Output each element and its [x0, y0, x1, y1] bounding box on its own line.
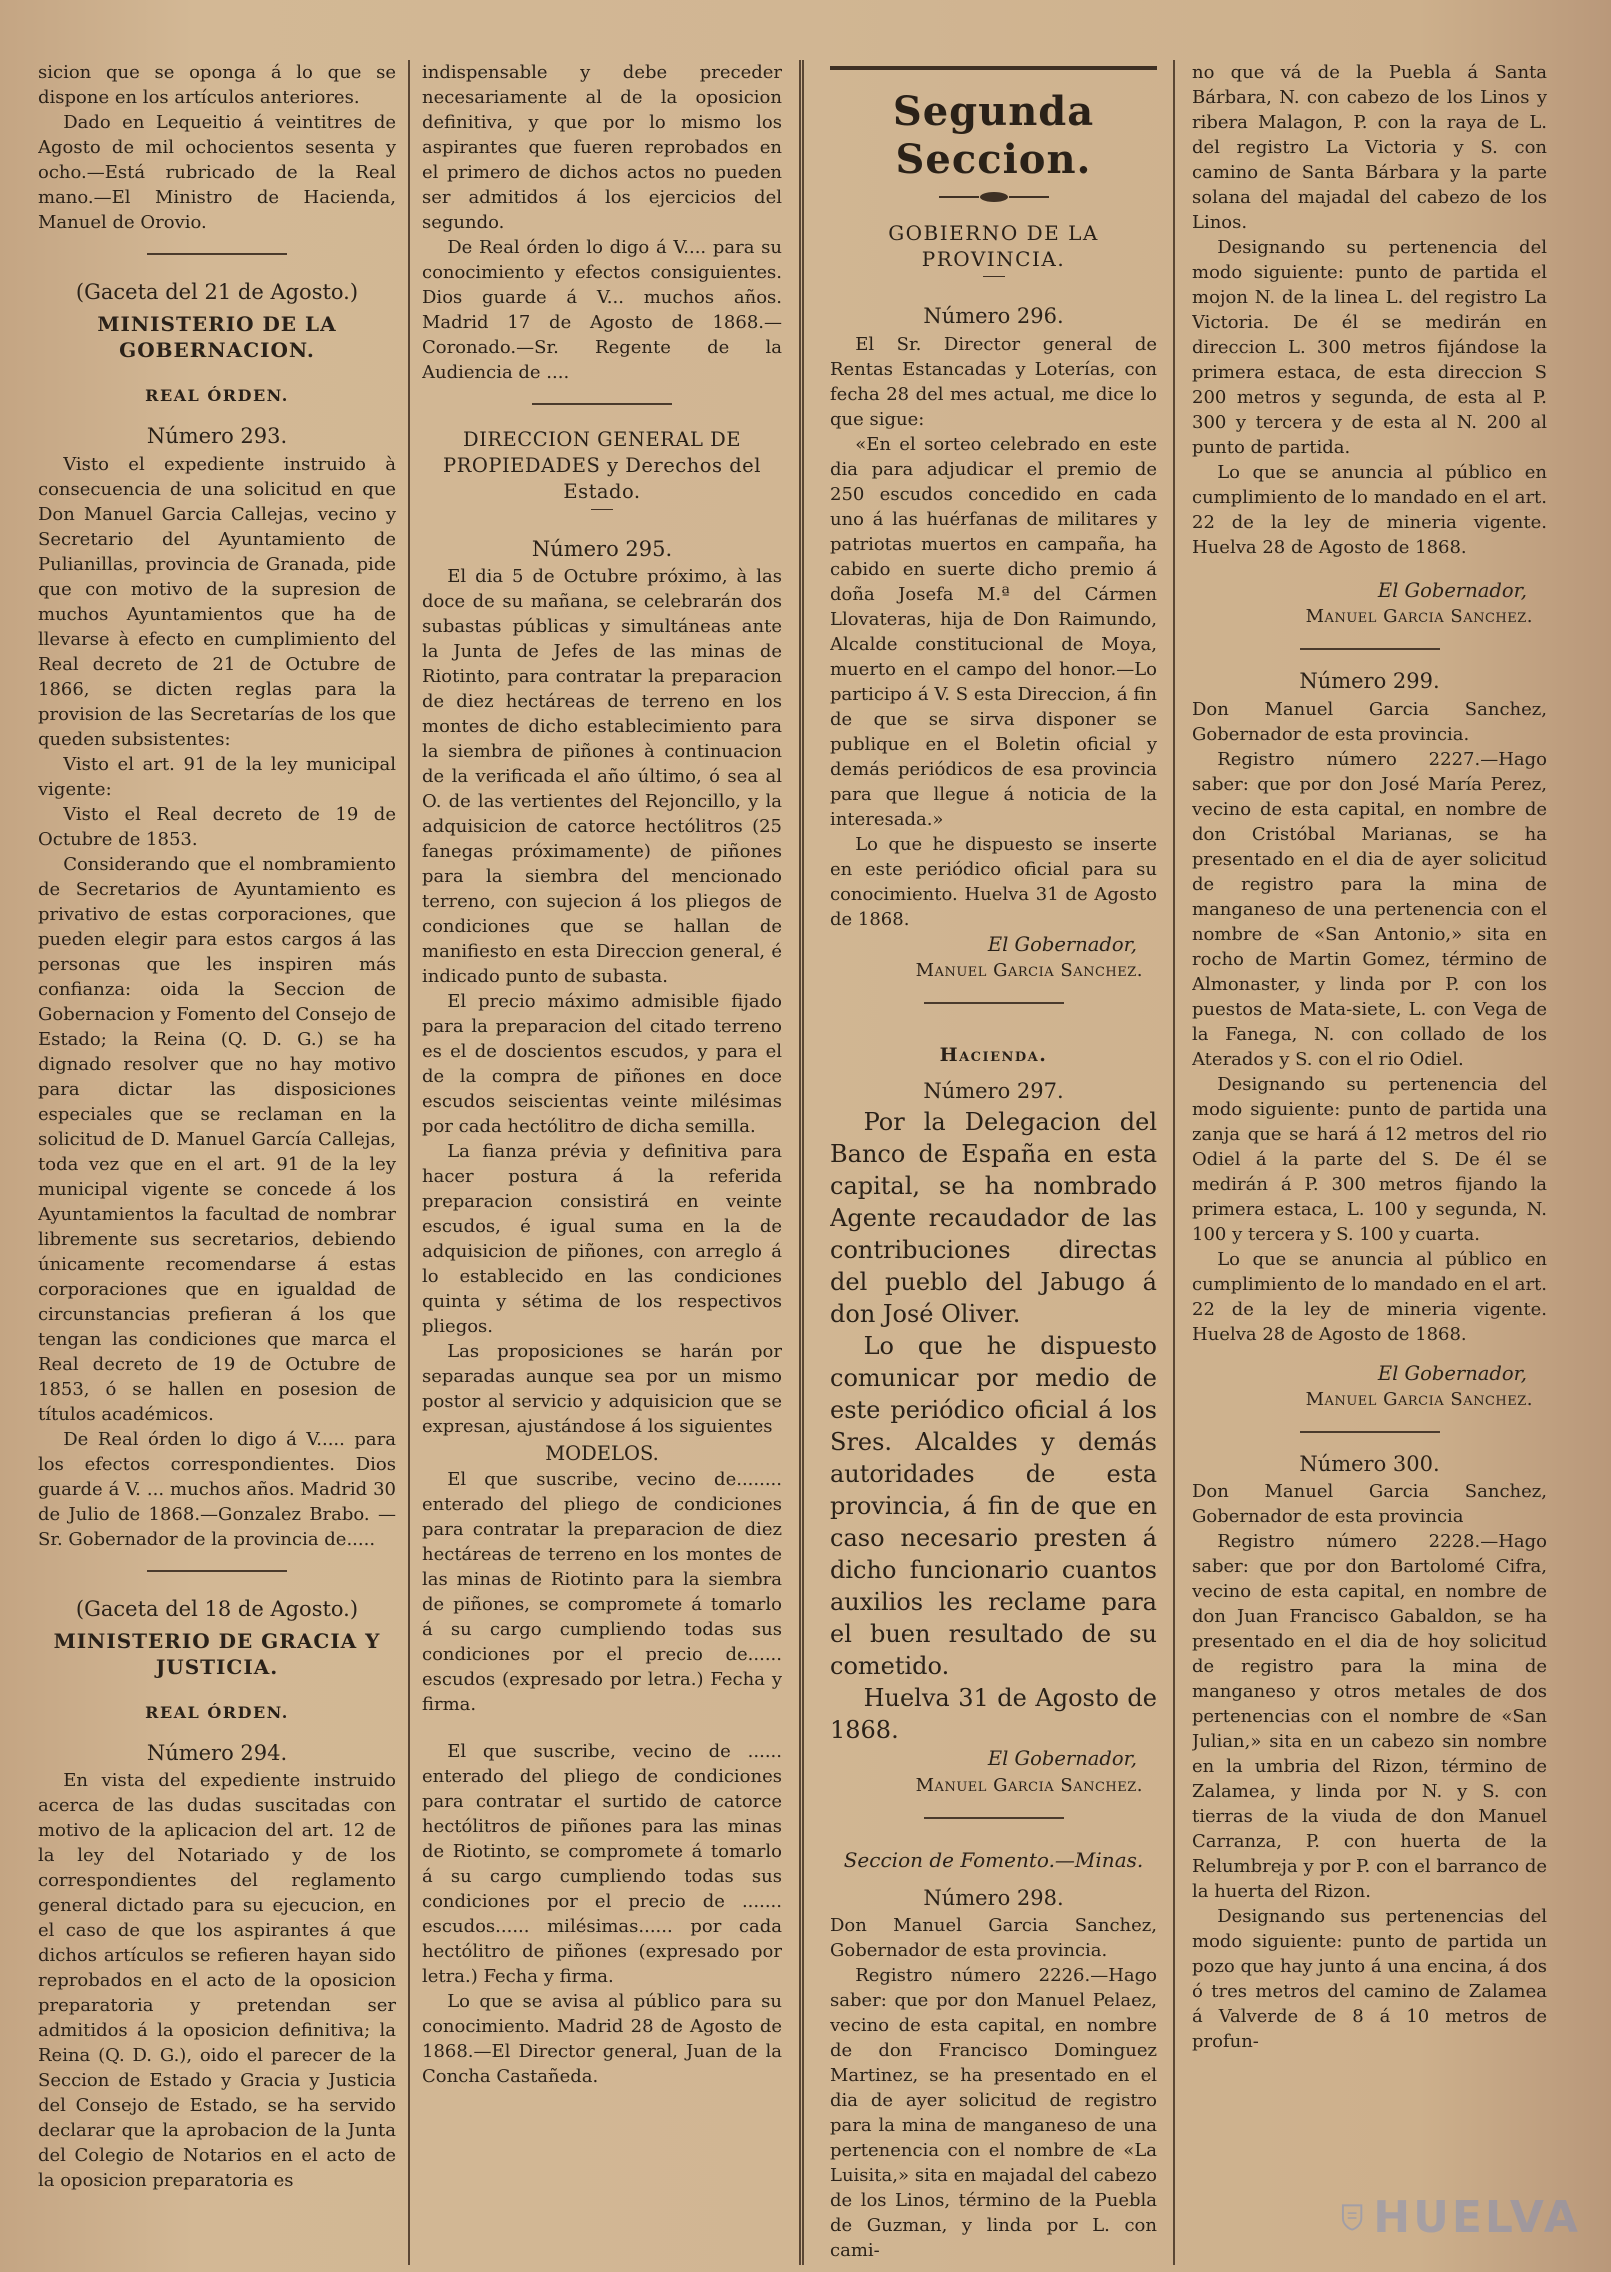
signature-name: Manuel Garcia Sanchez. [1305, 606, 1533, 628]
top-rule [830, 66, 1157, 70]
paragraph: En vista del expediente instruido acerca de las dudas suscitadas con motivo de la aplicacion del art. 12 de la ley del Notariado y de los correspondientes del reglamento general dictado para su ejecucion, en el caso de que los aspirantes á que dichos artículos se refieren hayan sido reprobados en el acto de la oposicion preparatoria y pretendan ser admitidos á la oposicion definitiva; la Reina (Q. D. G.), oido el parecer de la Seccion de Estado y Gracia y Justicia del Consejo de Estado, se ha servido declarar que la aprobacion de la Junta del Colegio de Notarios en el acto de la oposicion preparatoria es [38, 1770, 396, 2192]
section-title: Segunda Seccion. [892, 88, 1095, 183]
ministry-heading: MINISTERIO DE GRACIA Y JUSTICIA. [53, 1628, 381, 1679]
fomento-heading: Seccion de Fomento.—Minas. [843, 1847, 1144, 1872]
paragraph: El que suscribe, vecino de........ enterado del pliego de condiciones para contratar la preparacion de diez hectáreas de terreno en los montes de las minas de Riotinto para la siembra de piñones, se compromete á tomarlo á su cargo cumpliendo todas sus condiciones por el precio de...... escudos (expresado por letra.) Fecha y firma. [422, 1469, 782, 1716]
separator [983, 276, 1005, 277]
paragraph: Las proposiciones se harán por separadas aunque sea por un mismo postor al servicio y adquisicion que se expresan, ajustándose á los siguientes [422, 1341, 782, 1438]
paragraph: Visto el art. 91 de la ley municipal vigente: [38, 753, 396, 800]
number-293-heading: Número 293. [146, 424, 288, 449]
paragraph: Lo que se anuncia al público en cumplimiento de lo mandado en el art. 22 de la ley de mineria vigente. Huelva 28 de Agosto de 1868. [1192, 1248, 1547, 1345]
signature-name: Manuel Garcia Sanchez. [915, 1774, 1143, 1796]
paragraph: Lo que he dispuesto se inserte en este periódico oficial para su conocimiento. Huelva 31 de Agosto de 1868. [830, 833, 1157, 930]
signature-title: El Gobernador, [987, 932, 1137, 956]
column-rule-2 [799, 60, 804, 2265]
decree-closing: Dado en Lequeitio á veintitres de Agosto de mil ochocientos sesenta y ocho.—Está rubricado de la Real mano.—El Ministro de Hacienda, Manuel de Orovio. [38, 112, 396, 233]
gaceta-heading: (Gaceta del 21 de Agosto.) [75, 280, 359, 304]
paragraph: El precio máximo admisible fijado para la preparacion del citado terreno es el de doscientos escudos, y para el de la compra de piñones en doce escudos seiscientas veinte milésimas por cada hectólitro de dicha semilla. [422, 991, 782, 1138]
paragraph: De Real órden lo digo á V..... para los efectos correspondientes. Dios guarde á V. ... muchos años. Madrid 30 de Julio de 1868.—Gonzalez Brabo. —Sr. Gobernador de la provincia de..... [38, 1428, 396, 1550]
column-rule-3 [1173, 60, 1175, 2265]
separator [147, 1570, 287, 1572]
real-orden-heading: REAL ÓRDEN. [145, 386, 289, 406]
watermark-text: HUELVA [1373, 2191, 1581, 2243]
number-294-heading: Número 294. [146, 1741, 288, 1766]
paragraph: El Sr. Director general de Rentas Estancadas y Loterías, con fecha 28 del mes actual, me dice lo que sigue: [830, 333, 1157, 430]
paragraph: «En el sorteo celebrado en este dia para adjudicar el premio de 250 escudos concedido en cada uno á las huérfanas de militares y patriotas muertos en campaña, ha cabido en suerte dicho premio á doña Josefa M.ª del Cármen Llovateras, hija de Don Raimundo, Alcalde constitucional de Moya, muerto en el campo del honor.—Lo participo á V. S esta Direccion, á fin de que se sirva disponer se publique en el Boletin oficial y demás periódicos de esa provincia para que llegue á noticia de la interesada.» [830, 433, 1157, 830]
huelva-watermark [1341, 2184, 1581, 2250]
paragraph: Designando sus pertenencias del modo siguiente: punto de partida un pozo que hay junto á una encina, á dos ó tres metros del camino de Zalamea á Valverde de 8 á 10 metros de profun- [1192, 1906, 1547, 2053]
signature-title: El Gobernador, [1377, 1361, 1527, 1385]
real-orden-heading: REAL ÓRDEN. [145, 1702, 289, 1722]
paragraph: Registro número 2227.—Hago saber: que por don José María Perez, vecino de esta capital, en nombre de don Cristóbal Marianas, se ha presentado en el dia de ayer solicitud de registro para la mina de manganeso de una pertenencia con el nombre de «San Antonio,» sita en rocho de Martin Gomez, término de Almonaster, y linda por P. con los puestos de Mata-siete, L. con Vega de la Fanega, N. con collado de los Aterados y S. con el rio Odiel. [1192, 748, 1547, 1070]
paragraph: Por la Delegacion del Banco de España en esta capital, se ha nombrado Agente recaudador de las contribuciones directas del pueblo del Jabugo á don José Oliver. [830, 1108, 1157, 1329]
separator [591, 509, 613, 510]
paragraph: Lo que se avisa al público para su conocimiento. Madrid 28 de Agosto de 1868.—El Director general, Juan de la Concha Castañeda. [422, 1991, 782, 2088]
separator [924, 1817, 1064, 1819]
hacienda-heading: Hacienda. [939, 1044, 1048, 1067]
number-299-heading: Número 299. [1299, 669, 1440, 694]
paragraph: Considerando que el nombramiento de Secretarios de Ayuntamiento es privativo de estas corporaciones, que pueden elegir para estos cargos á las personas que les inspiren más confianza: oida la Seccion de Gobernacion y Fomento del Consejo de Estado; la Reina (Q. D. G.) se ha dignado resolver que no hay motivo para dictar las disposiciones especiales que se reclaman en la solicitud de D. Manuel García Callejas, toda vez que en el art. 91 de la ley municipal vigente se concede á los Ayuntamientos la facultad de nombrar libremente sus secretarios, debiendo únicamente recomendarse á estas corporaciones que en igualdad de circunstancias prefieran á los que tengan las condiciones que marca el Real decreto de 19 de Octubre de 1853, ó se hallen en posesion de títulos académicos. [38, 853, 396, 1425]
paragraph: Designando su pertenencia del modo siguiente: punto de partida el mojon N. de la linea L. del registro La Victoria. De él se medirán en direccion L. 300 metros fijándose la primera estaca, de esta direccion S 200 metros y segunda, de esta al P. 300 y tercera y de esta al N. 200 al punto de partida. [1192, 237, 1547, 458]
separator [924, 1002, 1064, 1004]
continued-text: sicion que se oponga á lo que se dispone en los artículos anteriores. [38, 62, 396, 108]
signature-name: Manuel Garcia Sanchez. [1305, 1388, 1533, 1410]
paragraph: De Real órden lo digo á V.... para su conocimiento y efectos consiguientes. Dios guarde á V... muchos años. Madrid 17 de Agosto de 1868.—Coronado.—Sr. Regente de la Audiencia de .... [422, 237, 782, 383]
continued-text: indispensable y debe preceder necesariamente al de la oposicion definitiva, y que por lo mismo los aspirantes que fueren reprobados en el primero de dichos actos no pueden ser admitidos á los ejercicios del segundo. [422, 62, 782, 233]
paragraph: Don Manuel Garcia Sanchez, Gobernador de esta provincia [1192, 1481, 1547, 1528]
separator [532, 403, 672, 405]
number-296-heading: Número 296. [923, 304, 1064, 329]
paragraph: El dia 5 de Octubre próximo, à las doce de su mañana, se celebrarán dos subastas públicas y simultáneas ante la Junta de Jefes de las minas de Riotinto, para contratar la preparacion de diez hectáreas de terreno en los montes de dicho establecimiento para la siembra de piñones à continuacion de la verificada el año último, ó sea al O. de las vertientes del Rejoncillo, y la adquisicion de catorce hectólitros (25 fanegas próximamente) de piñones para la siembra del mencionado terreno, con sujecion á los pliegos de condiciones que se hallan de manifiesto en esta Direccion general, é indicado punto de subasta. [422, 566, 782, 988]
paragraph: Lo que he dispuesto comunicar por medio de este periódico oficial á los Sres. Alcaldes y demás autoridades de esta provincia, á fin de que en caso necesario presten á dicho funcionario cuantos auxilios les reclame para el buen resultado de su cometido. [830, 1332, 1157, 1681]
separator [147, 253, 287, 255]
paragraph: Registro número 2226.—Hago saber: que por don Manuel Pelaez, vecino de esta capital, en nombre de don Francisco Dominguez Martinez, se ha presentado en el dia de ayer solicitud de registro para la mina de manganeso de una pertenencia con el nombre de «La Luisita,» sita en majadal del cabezo de los Linos, término de la Puebla de Guzman, y linda por L. con cami- [830, 1965, 1157, 2262]
column-4 [1192, 60, 1547, 2270]
paragraph: Lo que se anuncia al público en cumplimiento de lo mandado en el art. 22 de la ley de mineria vigente. Huelva 28 de Agosto de 1868. [1192, 462, 1547, 558]
column-3 [830, 60, 1157, 2270]
continued-text: no que vá de la Puebla á Santa Bárbara, N. con cabezo de los Linos y ribera Malagon, P. con la raya de L. del registro La Victoria y S. con camino de Santa Bárbara y la parte solana del majadal del cabezo de los Linos. [1192, 62, 1547, 233]
paragraph: El que suscribe, vecino de ...... enterado del pliego de condiciones para contratar el surtido de catorce hectólitros de piñones para las minas de Riotinto, se compromete á tomarlo á su cargo cumpliendo todas sus condiciones por el precio de ....... escudos...... milésimas...... por cada hectólitro de piñones (expresado por letra.) Fecha y firma. [422, 1741, 782, 1988]
ornament-icon [939, 190, 1049, 204]
column-rule-1 [408, 60, 410, 2265]
paragraph: Designando su pertenencia del modo siguiente: punto de partida una zanja que se hará á 12 metros del rio Odiel á la parte del S. De él se medirán á P. 300 metros fijando la primera estaca, L. 100 y segunda, N. 100 y tercera y S. 100 y cuarta. [1192, 1073, 1547, 1245]
signature-title: El Gobernador, [1377, 579, 1527, 602]
gaceta-heading: (Gaceta del 18 de Agosto.) [75, 1596, 359, 1621]
number-298-heading: Número 298. [923, 1886, 1064, 1911]
shield-icon [1341, 2189, 1363, 2245]
separator [1300, 648, 1440, 650]
paragraph: Visto el Real decreto de 19 de Octubre de 1853. [38, 803, 396, 850]
number-300-heading: Número 300. [1299, 1452, 1440, 1477]
number-295-heading: Número 295. [531, 537, 673, 561]
column-1 [38, 60, 396, 2270]
paragraph: Huelva 31 de Agosto de 1868. [830, 1684, 1157, 1745]
paragraph: Visto el expediente instruido à consecuencia de una solicitud en que Don Manuel Garcia Callejas, vecino y Secretario del Ayuntamiento de Pulianillas, provincia de Granada, pide que con motivo de la supresion de muchos Ayuntamientos que ha de llevarse à efecto en cumplimiento del Real decreto de 21 de Octubre de 1866, se dicten reglas para la provision de las Secretarías de los que queden subsistentes: [38, 453, 396, 750]
modelos-heading: MODELOS. [545, 1442, 659, 1466]
direccion-heading: DIRECCION GENERAL DE PROPIEDADES y Derechos del Estado. [443, 428, 761, 503]
separator [1300, 1431, 1440, 1433]
paragraph: Don Manuel Garcia Sanchez, Gobernador de esta provincia. [830, 1915, 1157, 1962]
paragraph: Registro número 2228.—Hago saber: que por don Bartolomé Cifra, vecino de esta capital, en nombre de don Juan Francisco Gabaldon, se ha presentado en el dia de hoy solicitud de registro para la mina de manganeso y otros metales de dos pertenencias con el nombre de «San Julian,» sita en un cabezo sin nombre en la umbria del Rizon, término de Zalamea, y linda por N. y S. con tierras de la viuda de don Manuel Carranza, P. con huerta de la Relumbreja y por P. con el barranco de la huerta del Rizon. [1192, 1531, 1547, 1903]
column-2 [422, 60, 782, 2270]
signature-title: El Gobernador, [987, 1747, 1137, 1771]
paragraph: La fianza prévia y definitiva para hacer postura á la referida preparacion consistirá en veinte escudos, é igual suma en la de adquisicion de piñones, con arreglo á lo establecido en las condiciones quinta y sétima de los respectivos pliegos. [422, 1141, 782, 1338]
signature-name: Manuel Garcia Sanchez. [915, 959, 1143, 981]
ministry-heading: MINISTERIO DE LA GOBERNACION. [97, 312, 337, 363]
gobierno-heading: GOBIERNO DE LA PROVINCIA. [888, 221, 1099, 272]
number-297-heading: Número 297. [923, 1079, 1064, 1104]
paragraph: Don Manuel Garcia Sanchez, Gobernador de esta provincia. [1192, 698, 1547, 745]
